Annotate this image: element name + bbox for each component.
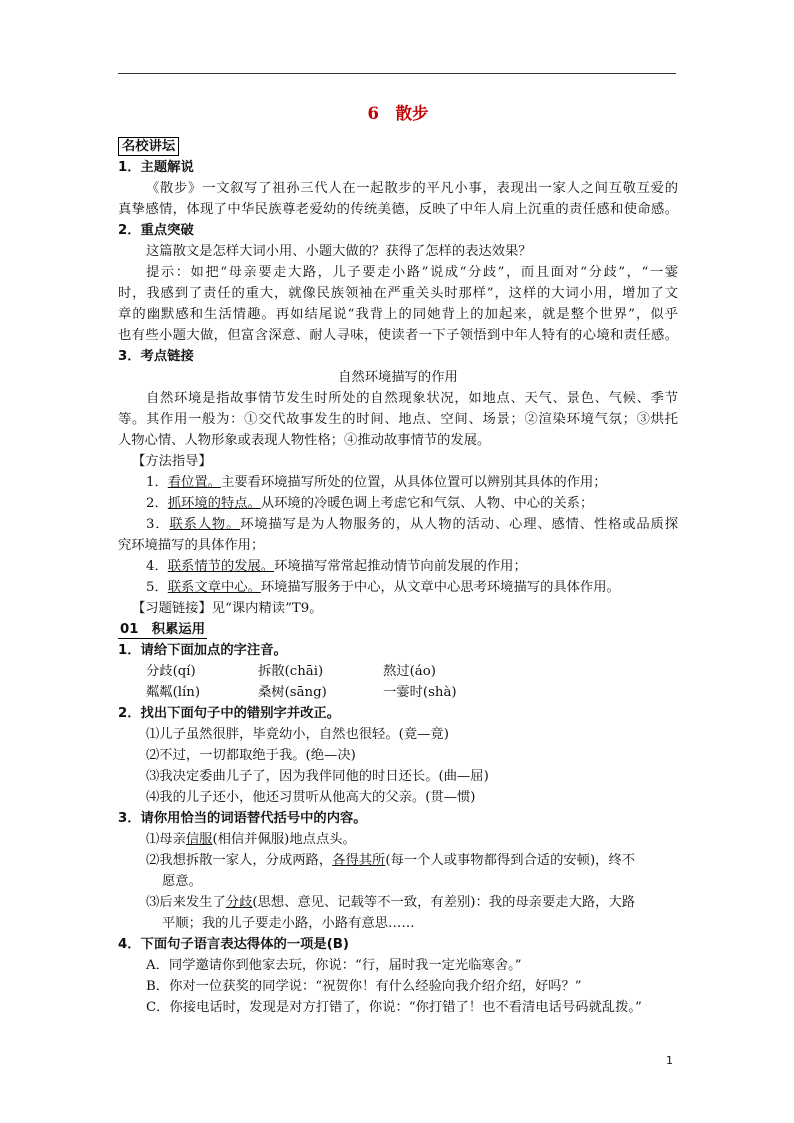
header-rule: [118, 73, 676, 74]
q1-row: [118, 661, 678, 682]
q1-item: 分歧(qí): [146, 664, 196, 679]
section-header-jilei: 01 积累运用: [120, 622, 205, 637]
q3-item: ⑶后来发生了分歧(思想、意见、记载等不一致，有差别)：我的母亲要走大路，大路: [146, 895, 636, 910]
method-item: 5．联系文章中心。环境描写服务于中心，从文章中心思考环境描写的具体作用。: [146, 580, 620, 595]
q3-item-continued: 愿意。: [162, 874, 202, 889]
key-line-4: 也有些小题大做，但富含深意、耐人寻味，使读者一下子领悟到中年人特有的心境和责任感。: [118, 328, 678, 343]
link-heading: 3．考点链接: [118, 349, 194, 364]
page-title: 6 散步: [367, 104, 429, 123]
q1-item: 桑树(sāng): [258, 685, 327, 700]
q1-item: 一霎时(shà): [383, 685, 457, 700]
q3-item-continued: 平顺；我的儿子要走小路，小路有意思……: [162, 916, 415, 931]
section-header-mingxiao: 名校讲坛: [118, 137, 179, 156]
q2-item: ⑵不过，一切都取绝于我。(绝—决): [146, 748, 356, 763]
page-number: 1: [666, 1054, 673, 1067]
key-line-3: 章的幽默感和生活情趣。再如结尾说“我背上的同她背上的加起来，就是整个世界”，似乎: [118, 307, 678, 322]
link-line-3: 人物心情、人物形象或表现人物性格；④推动故事情节的发展。: [118, 433, 491, 448]
key-heading: 2．重点突破: [118, 223, 194, 238]
method-title: 【方法指导】: [132, 454, 212, 469]
method-item: 3．联系人物。环境描写是为人物服务的，从人物的活动、心理、感情、性格或品质探: [146, 517, 678, 532]
key-line-2: 时，我感到了责任的重大，就像民族领袖在严重关头时那样”，这样的大词小用，增加了文: [118, 286, 678, 301]
q3-heading: 3．请你用恰当的词语替代括号中的内容。: [118, 811, 367, 826]
theme-heading: 1．主题解说: [118, 160, 194, 175]
method-item: 4．联系情节的发展。环境描写常常起推动情节向前发展的作用；: [146, 559, 527, 574]
q4-option-a: A．同学邀请你到他家去玩，你说：“行，届时我一定光临寒舍。”: [146, 958, 522, 973]
key-question: 这篇散文是怎样大词小用、小题大做的？获得了怎样的表达效果？: [146, 244, 532, 259]
method-item: 2．抓环境的特点。从环境的冷暖色调上考虑它和气氛、人物、中心的关系；: [146, 496, 594, 511]
q1-item: 拆散(chāi): [258, 664, 324, 679]
q1-heading: 1．请给下面加点的字注音。: [118, 643, 287, 658]
document-page: [118, 100, 678, 1018]
theme-line-1: 《散步》一文叙写了祖孙三代人在一起散步的平凡小事，表现出一家人之间互敬互爱的: [146, 181, 678, 196]
q3-item: ⑴母亲信服(相信并佩服)地点点头。: [146, 832, 356, 847]
q2-heading: 2．找出下面句子中的错别字并改正。: [118, 706, 341, 721]
q3-item: ⑵我想拆散一家人，分成两路，各得其所(每一个人或事物都得到合适的安顿)，终不: [146, 853, 636, 868]
q4-option-c: C．你接电话时，发现是对方打错了，你说：“你打错了！也不看清电话号码就乱拨。”: [146, 1000, 642, 1015]
theme-line-2: 真挚感情，体现了中华民族尊老爱幼的传统美德，反映了中年人肩上沉重的责任感和使命感。: [118, 202, 678, 217]
link-subtitle: 自然环境描写的作用: [338, 370, 458, 385]
q1-item: 粼粼(lín): [146, 685, 201, 700]
q4-heading: 4．下面句子语言表达得体的一项是(B): [118, 937, 349, 952]
q4-option-b: B．你对一位获奖的同学说：“祝贺你！有什么经验向我介绍介绍，好吗？”: [146, 979, 582, 994]
exercise-link: 【习题链接】见“课内精读”T9。: [132, 601, 323, 616]
link-line-2: 等。其作用一般为：①交代故事发生的时间、地点、空间、场景；②渲染环境气氛；③烘托: [118, 412, 678, 427]
link-line-1: 自然环境是指故事情节发生时所处的自然现象状况，如地点、天气、景色、气候、季节: [146, 391, 678, 406]
q2-item: ⑶我决定委曲儿子了，因为我伴同他的时日还长。(曲—屈): [146, 769, 489, 784]
q1-item: 熬过(áo): [383, 664, 436, 679]
method-item-continued: 究环境描写的具体作用；: [118, 538, 265, 553]
q2-item: ⑴儿子虽然很胖，毕竟幼小，自然也很轻。(竟—竟): [146, 727, 449, 742]
q1-row: [118, 682, 678, 703]
q2-item: ⑷我的儿子还小，他还习贯听从他高大的父亲。(贯—惯): [146, 790, 476, 805]
method-item: 1．看位置。主要看环境描写所处的位置，从具体位置可以辨别其具体的作用；: [146, 475, 607, 490]
key-line-1: 提示：如把“母亲要走大路，儿子要走小路”说成“分歧”，而且面对“分歧”，“一霎: [146, 265, 678, 280]
